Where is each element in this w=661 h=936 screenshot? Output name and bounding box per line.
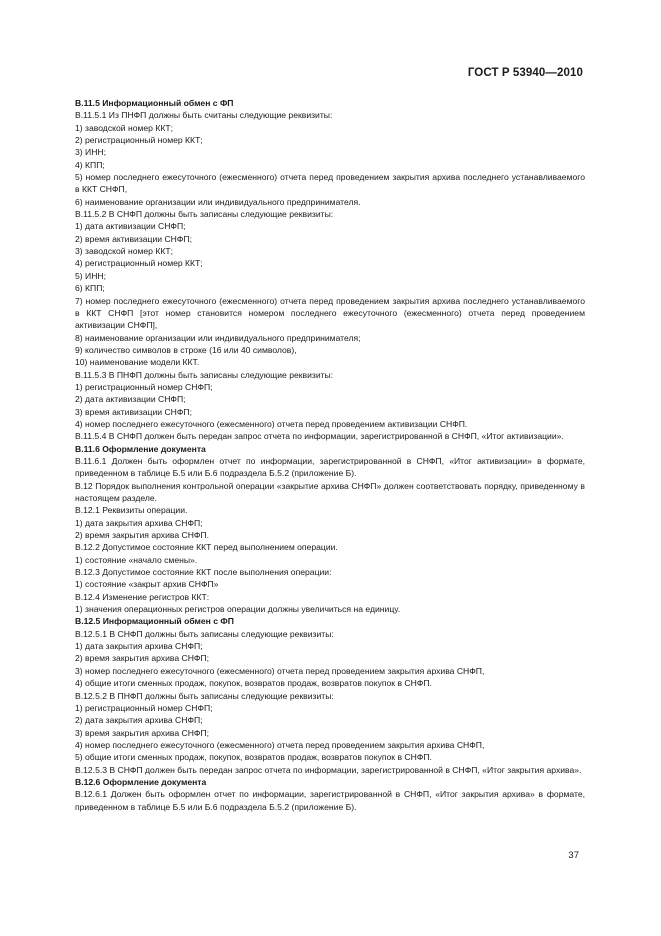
list-item: 5) номер последнего ежесуточного (ежесменного) отчета перед проведением закрытия архива последнего устанавливаемого в ККТ СНФП,	[75, 172, 585, 195]
list-item: 2) время закрытия архива СНФП;	[75, 653, 210, 664]
paragraph: В.12.4 Изменение регистров ККТ:	[75, 591, 210, 602]
list-item: 6) КПП;	[75, 283, 105, 294]
list-item: 4) КПП;	[75, 159, 105, 170]
page-number: 37	[568, 850, 579, 861]
list-item: 4) номер последнего ежесуточного (ежесменного) отчета перед проведением активизации СНФП.	[75, 418, 468, 429]
list-item: 2) регистрационный номер ККТ;	[75, 135, 203, 146]
list-item: 1) регистрационный номер СНФП;	[75, 702, 213, 713]
document-header: ГОСТ Р 53940—2010	[467, 67, 583, 79]
section-heading: В.11.5 Информационный обмен с ФП	[75, 98, 234, 108]
paragraph: В.12 Порядок выполнения контрольной операции «закрытие архива СНФП» должен соответствовать порядку, приведенному в настоящем разделе.	[75, 480, 585, 503]
list-item: 1) дата закрытия архива СНФП;	[75, 641, 203, 652]
paragraph: В.12.6.1 Должен быть оформлен отчет по информации, зарегистрированной в СНФП, «Итог закрытия архива» в формате, приведенном в таблице Б.5 или Б.6 подраздела Б.5.2 (приложение Б).	[75, 789, 585, 812]
list-item: 3) время активизации СНФП;	[75, 406, 192, 417]
list-item: 5) ИНН;	[75, 270, 107, 281]
paragraph: В.12.5.1 В СНФП должны быть записаны следующие реквизиты:	[75, 628, 334, 639]
paragraph: В.12.3 Допустимое состояние ККТ после выполнения операции:	[75, 567, 332, 578]
list-item: 8) наименование организации или индивидуального предпринимателя;	[75, 332, 361, 343]
list-item: 6) наименование организации или индивидуального предпринимателя.	[75, 196, 361, 207]
list-item: 4) номер последнего ежесуточного (ежесменного) отчета перед проведением закрытия архива СНФП,	[75, 739, 485, 750]
list-item: 1) дата активизации СНФП;	[75, 221, 186, 232]
list-item: 3) заводской номер ККТ;	[75, 246, 173, 257]
section-heading: В.11.6 Оформление документа	[75, 443, 206, 454]
list-item: 7) номер последнего ежесуточного (ежесменного) отчета перед проведением закрытия архива последнего устанавливаемого в ККТ СНФП [этот номер становится номером последнего ежесуточного (ежесменного) отчета перед проведением активизации СНФП],	[75, 295, 585, 331]
list-item: 3) ИНН;	[75, 147, 107, 158]
list-item: 3) время закрытия архива СНФП;	[75, 727, 210, 738]
paragraph: В.11.5.2 В СНФП должны быть записаны следующие реквизиты:	[75, 209, 334, 220]
list-item: 4) регистрационный номер ККТ;	[75, 258, 203, 269]
paragraph: В.11.6.1 Должен быть оформлен отчет по информации, зарегистрированной в СНФП, «Итог активизации» в формате, приведенном в таблице Б.5 или Б.6 подраздела Б.5.2 (приложение Б).	[75, 455, 585, 479]
list-item: 1) состояние «начало смены».	[75, 554, 198, 565]
section-heading: В.12.6 Оформление документа	[75, 776, 207, 787]
paragraph: В.11.5.4 В СНФП должен быть передан запрос отчета по информации, зарегистрированной в СНФП, «Итог активизации».	[75, 431, 564, 442]
list-item: 1) регистрационный номер СНФП;	[75, 381, 213, 392]
list-item: 1) значения операционных регистров операции должны увеличиться на единицу.	[75, 604, 401, 615]
list-item: 2) время активизации СНФП;	[75, 233, 192, 244]
paragraph: В.11.5.1 Из ПНФП должны быть считаны следующие реквизиты:	[75, 110, 333, 121]
list-item: 2) время закрытия архива СНФП.	[75, 530, 210, 541]
document-body	[75, 97, 585, 813]
list-item: 5) общие итоги сменных продаж, покупок, возвратов продаж, возвратов покупок в СНФП.	[75, 752, 432, 763]
list-item: 1) состояние «закрыт архив СНФП»	[75, 579, 219, 590]
list-item: 4) общие итоги сменных продаж, покупок, возвратов продаж, возвратов покупок в СНФП.	[75, 678, 432, 689]
list-item: 3) номер последнего ежесуточного (ежесменного) отчета перед проведением закрытия архива СНФП,	[75, 665, 485, 676]
list-item: 1) заводской номер ККТ;	[75, 122, 173, 133]
paragraph: В.12.5.2 В ПНФП должны быть записаны следующие реквизиты:	[75, 690, 334, 701]
paragraph: В.12.5.3 В СНФП должен быть передан запрос отчета по информации, зарегистрированной в СНФП, «Итог закрытия архива».	[75, 764, 582, 775]
paragraph: В.11.5.3 В ПНФП должны быть записаны следующие реквизиты:	[75, 369, 334, 380]
paragraph: В.12.2 Допустимое состояние ККТ перед выполнением операции.	[75, 542, 338, 553]
list-item: 2) дата закрытия архива СНФП;	[75, 715, 203, 726]
list-item: 1) дата закрытия архива СНФП;	[75, 517, 203, 528]
list-item: 2) дата активизации СНФП;	[75, 394, 186, 405]
list-item: 10) наименование модели ККТ.	[75, 357, 200, 368]
paragraph: В.12.1 Реквизиты операции.	[75, 505, 188, 516]
section-heading: В.12.5 Информационный обмен с ФП	[75, 616, 234, 627]
list-item: 9) количество символов в строке (16 или 40 символов),	[75, 344, 297, 355]
